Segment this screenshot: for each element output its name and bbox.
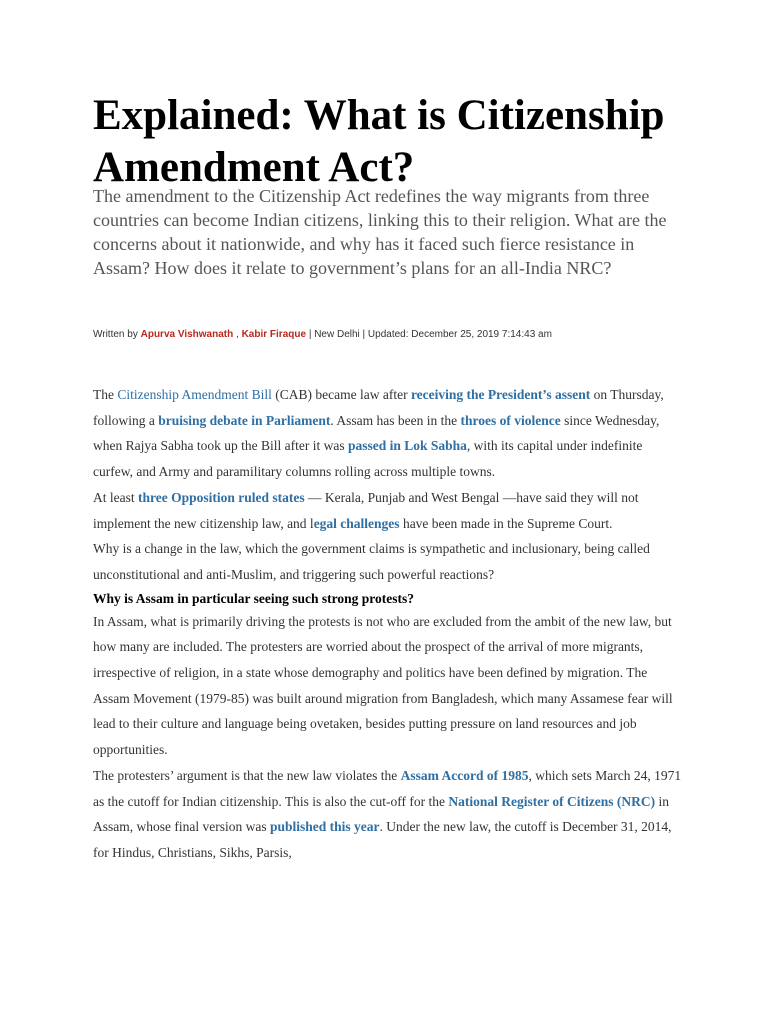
text: . Under the new law, the cutoff is December 31, 2014, for Hindus, Christians, Sikhs, Parsis, (93, 819, 672, 860)
text: since Wednesday, when Rajya Sabha took up the Bill after it was (93, 412, 660, 454)
section-heading: Why is Assam in particular seeing such strong protests? (93, 590, 415, 606)
link-published-this-year[interactable]: published this year (269, 819, 380, 835)
text: The (93, 387, 118, 402)
link-legal-challenges[interactable]: egal challenges (313, 515, 400, 531)
text: on Thursday, following a (93, 387, 664, 428)
text: have been made in the Supreme Court. (399, 515, 613, 531)
link-assam-accord[interactable]: Assam Accord of 1985 (400, 767, 529, 783)
byline-prefix: Written by (93, 329, 141, 340)
paragraph-3: Why is a change in the law, which the government claims is sympathetic and inclusionary, being called unconstitutional and anti-Muslim, and triggering such powerful reactions? (93, 541, 650, 582)
text: The protesters’ argument is that the new law violates the (93, 767, 401, 783)
link-throes-of-violence[interactable]: throes of violence (460, 412, 561, 428)
article-body (93, 382, 683, 866)
link-opposition-states[interactable]: three Opposition ruled states (138, 489, 305, 505)
link-bruising-debate[interactable]: bruising debate in Parliament (158, 412, 331, 428)
paragraph-1 (93, 382, 683, 485)
text: . Assam has been in the (330, 412, 461, 428)
paragraph-2 (93, 485, 683, 536)
byline-dateline: | New Delhi | Updated: December 25, 2019 7:14:43 am (306, 329, 552, 340)
text: in Assam, whose final version was (93, 793, 670, 835)
text: At least (93, 489, 138, 505)
article-title: Explained: What is Citizenship Amendment Act? (93, 92, 665, 191)
text: , with its capital under indefinite curfew, and Army and paramilitary columns rolling across multiple towns. (93, 438, 643, 480)
author-link-apurva[interactable]: Apurva Vishwanath (140, 329, 234, 340)
link-citizenship-amendment-bill[interactable]: Citizenship Amendment Bill (117, 387, 272, 402)
byline-separator: , (233, 329, 242, 340)
link-passed-in-lok-sabha[interactable]: passed in Lok Sabha (347, 438, 467, 454)
author-link-kabir[interactable]: Kabir Firaque (241, 329, 307, 340)
text: , which sets March 24, 1971 as the cutoff for Indian citizenship. This is also the cut-off for the (93, 767, 682, 809)
text: (CAB) became law after (271, 387, 411, 402)
byline (93, 328, 683, 342)
link-presidents-assent[interactable]: receiving the President’s assent (410, 387, 591, 402)
paragraph-4: In Assam, what is primarily driving the protests is not who are excluded from the ambit of the new law, but how many are included. The protesters are worried about the prospect of the arrival of more migrants, irrespective of religion, in a state whose demography and politics have been defined by migration. The Assam Movement (1979-85) was built around migration from Bangladesh, which many Assamese fear will lead to their culture and language being ovetaken, besides putting pressure on land resources and job opportunities. (93, 613, 673, 758)
text: — Kerala, Punjab and West Bengal —have said they will not implement the new citizenship law, and l (93, 489, 639, 531)
paragraph-5 (93, 763, 683, 866)
link-nrc[interactable]: National Register of Citizens (NRC) (448, 793, 656, 809)
article-dek: The amendment to the Citizenship Act redefines the way migrants from three countries can become Indian citizens, linking this to their religion. What are the concerns about it nationwide, and why has it faced such fierce resistance in Assam? How does it relate to government’s plans for an all-India NRC? (93, 186, 667, 278)
